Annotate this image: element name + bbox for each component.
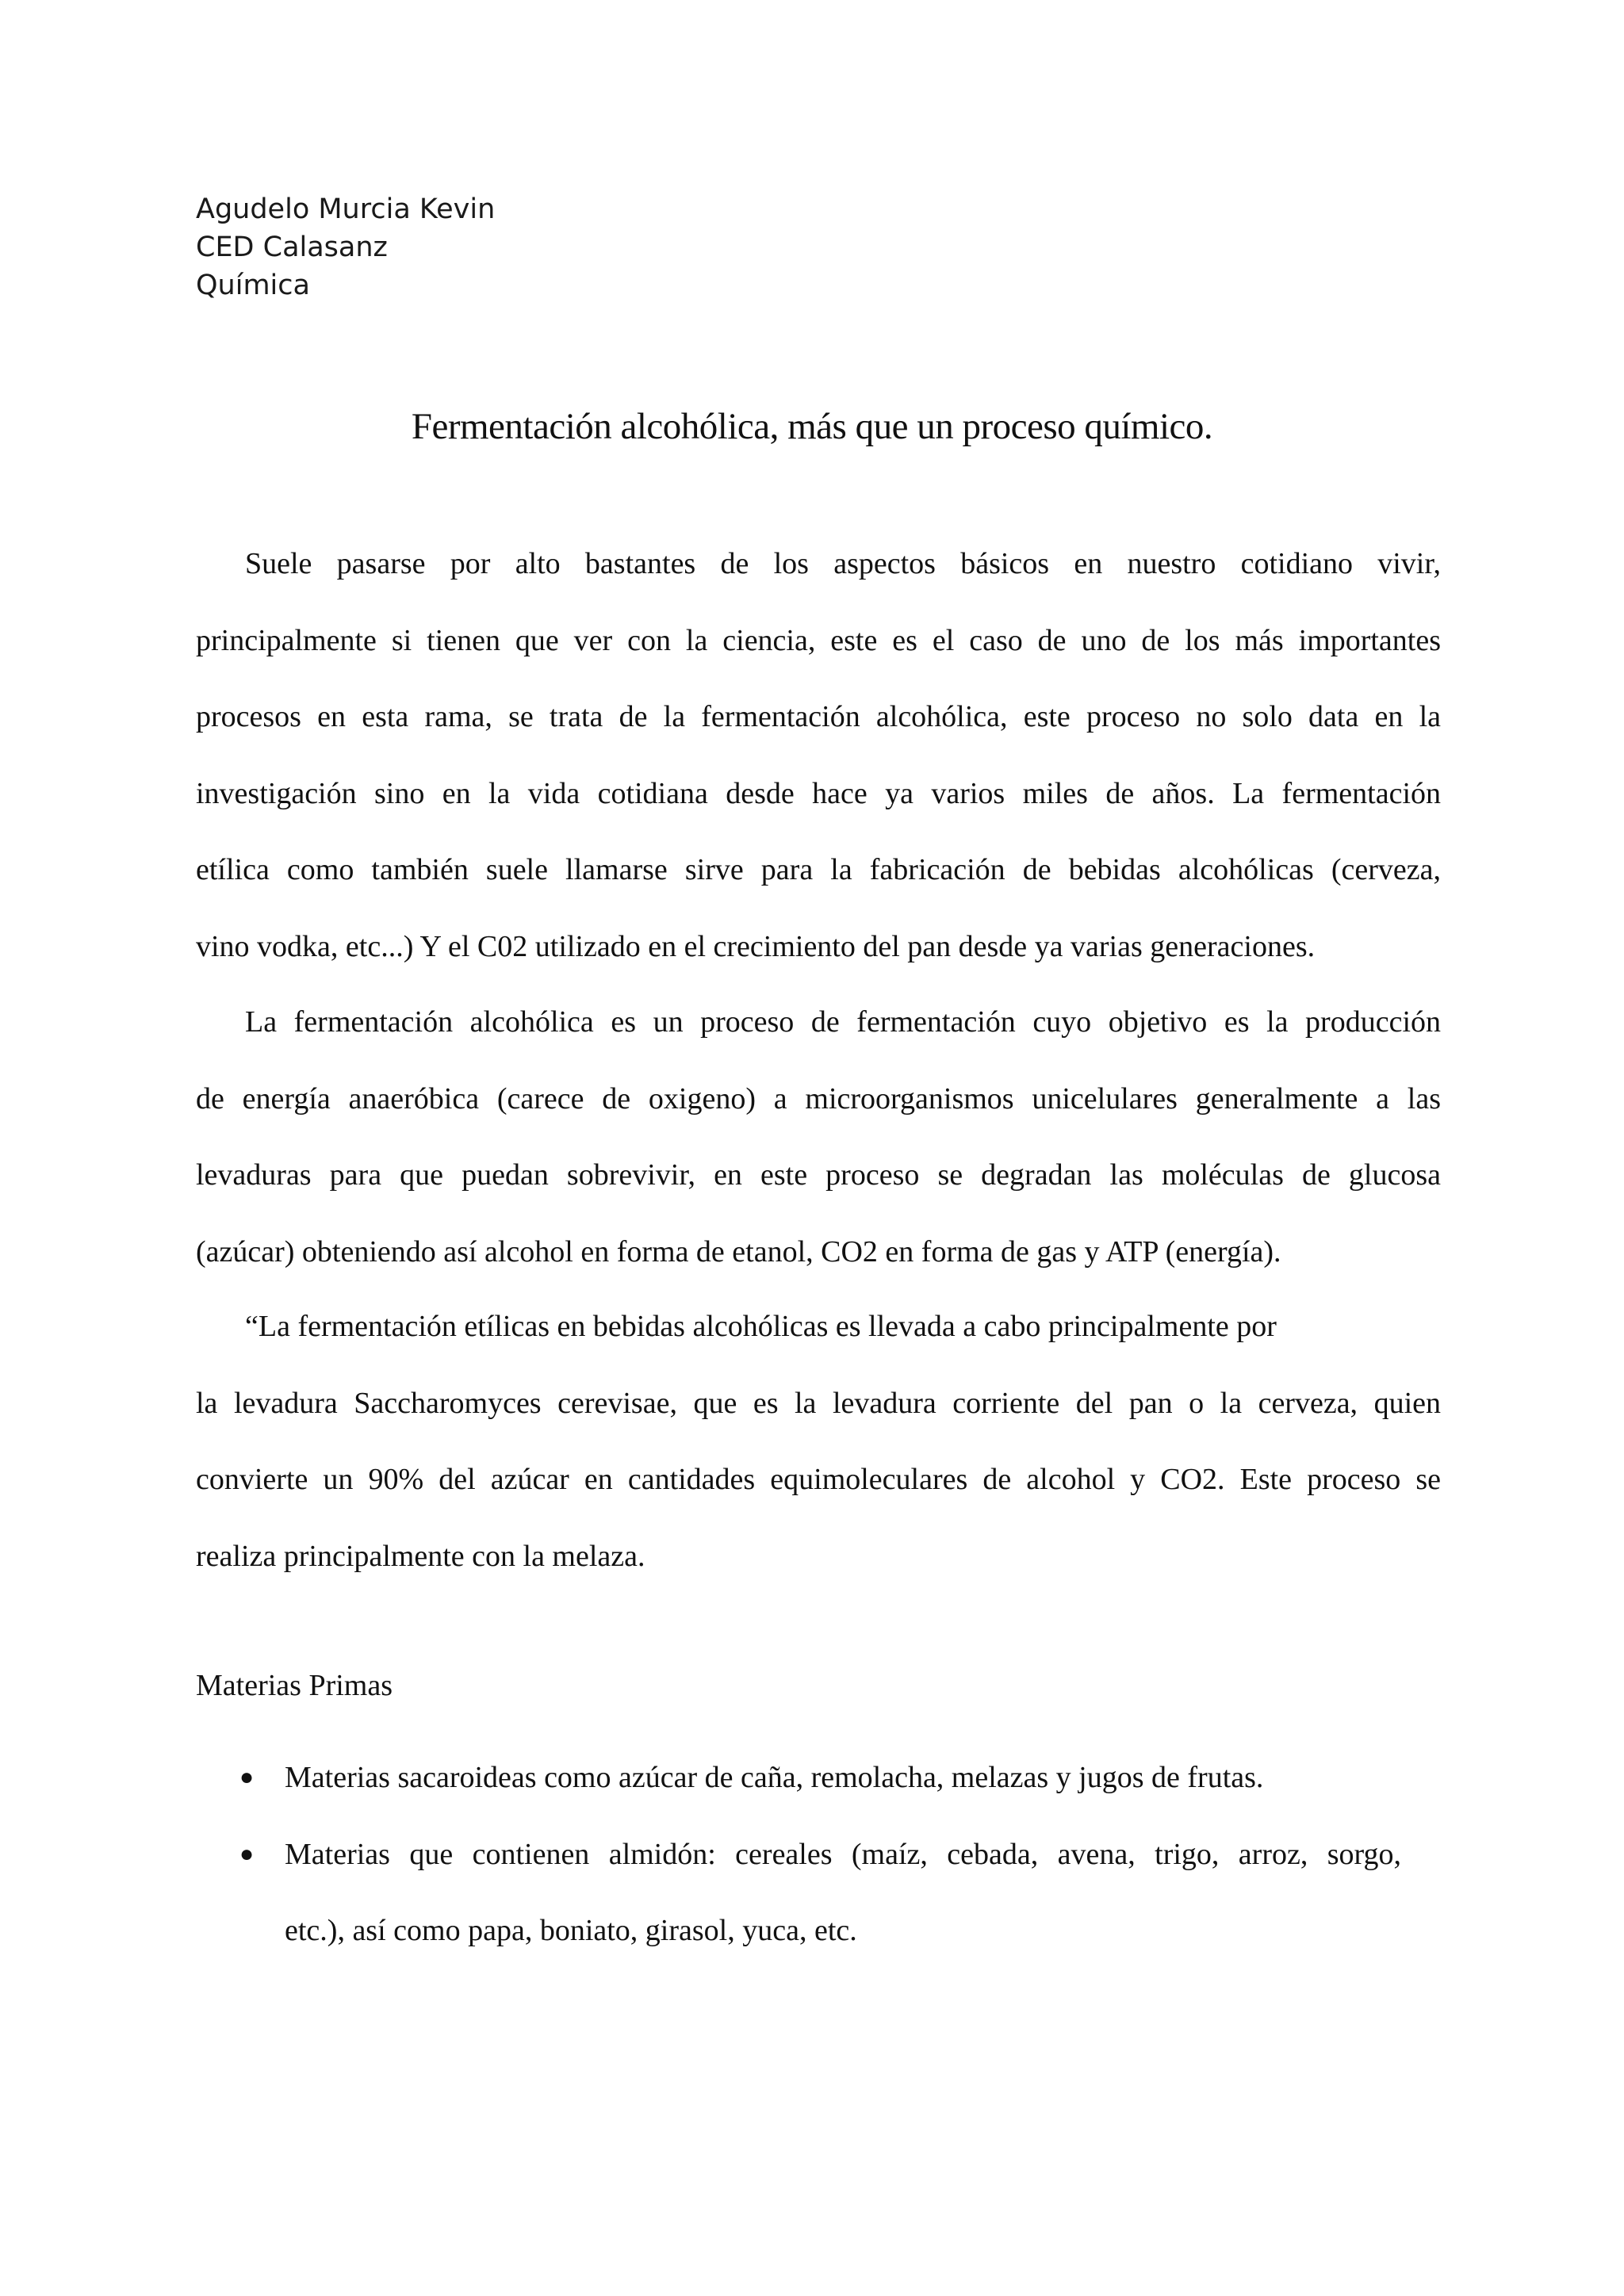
document-header: [196, 190, 495, 304]
list-item-line: Materias que contienen almidón: cereales (maíz, cebada, avena, trigo, arroz, sorgo,: [285, 1837, 1401, 1871]
paragraph-line: convierte un 90% del azúcar en cantidades equimoleculares de alcohol y CO2. Este proceso se: [196, 1463, 1441, 1496]
paragraph-line: de energía anaeróbica (carece de oxigeno) a microorganismos unicelulares generalmente a las: [196, 1081, 1441, 1115]
materias-primas-heading: Materias Primas: [196, 1669, 393, 1702]
materias-primas-list: [196, 1739, 1401, 1969]
bullet-icon: ●: [239, 1840, 255, 1867]
paragraph-line: etílica como también suele llamarse sirve para la fabricación de bebidas alcohólicas (cerveza,: [196, 853, 1441, 886]
subject-name: Química: [196, 270, 310, 301]
paragraph-3: [196, 1288, 1441, 1594]
paragraph-line: la levadura Saccharomyces cerevisae, que es la levadura corriente del pan o la cerveza, quien: [196, 1386, 1441, 1420]
document-title: Fermentación alcohólica, más que un proceso químico.: [411, 406, 1213, 447]
paragraph-1: [196, 526, 1441, 985]
list-item-line: etc.), así como papa, boniato, girasol, yuca, etc.: [285, 1914, 857, 1947]
list-item: [196, 1816, 1401, 1969]
institution-name: CED Calasanz: [196, 232, 388, 263]
paragraph-line: investigación sino en la vida cotidiana desde hace ya varios miles de años. La fermentación: [196, 776, 1441, 810]
bullet-icon: ●: [239, 1764, 255, 1790]
author-name: Agudelo Murcia Kevin: [196, 193, 496, 225]
paragraph-line: procesos en esta rama, se trata de la fermentación alcohólica, este proceso no solo data en la: [196, 700, 1441, 733]
list-item-line: Materias sacaroideas como azúcar de caña, remolacha, melazas y jugos de frutas.: [285, 1761, 1264, 1794]
paragraph-line: vino vodka, etc...) Y el C02 utilizado en el crecimiento del pan desde ya varias generaciones.: [196, 929, 1316, 963]
paragraph-line: levaduras para que puedan sobrevivir, en este proceso se degradan las moléculas de glucosa: [196, 1158, 1441, 1192]
paragraph-line: Suele pasarse por alto bastantes de los aspectos básicos en nuestro cotidiano vivir,: [245, 547, 1441, 580]
paragraph-2: [196, 984, 1441, 1290]
paragraph-line: (azúcar) obteniendo así alcohol en forma de etanol, CO2 en forma de gas y ATP (energía).: [196, 1234, 1281, 1269]
paragraph-line: “La fermentación etílicas en bebidas alcohólicas es llevada a cabo principalmente por: [245, 1310, 1277, 1343]
paragraph-line: principalmente si tienen que ver con la ciencia, este es el caso de uno de los más importantes: [196, 623, 1441, 657]
paragraph-line: realiza principalmente con la melaza.: [196, 1539, 645, 1573]
paragraph-line: La fermentación alcohólica es un proceso de fermentación cuyo objetivo es la producción: [245, 1005, 1441, 1039]
list-item: [196, 1739, 1401, 1816]
